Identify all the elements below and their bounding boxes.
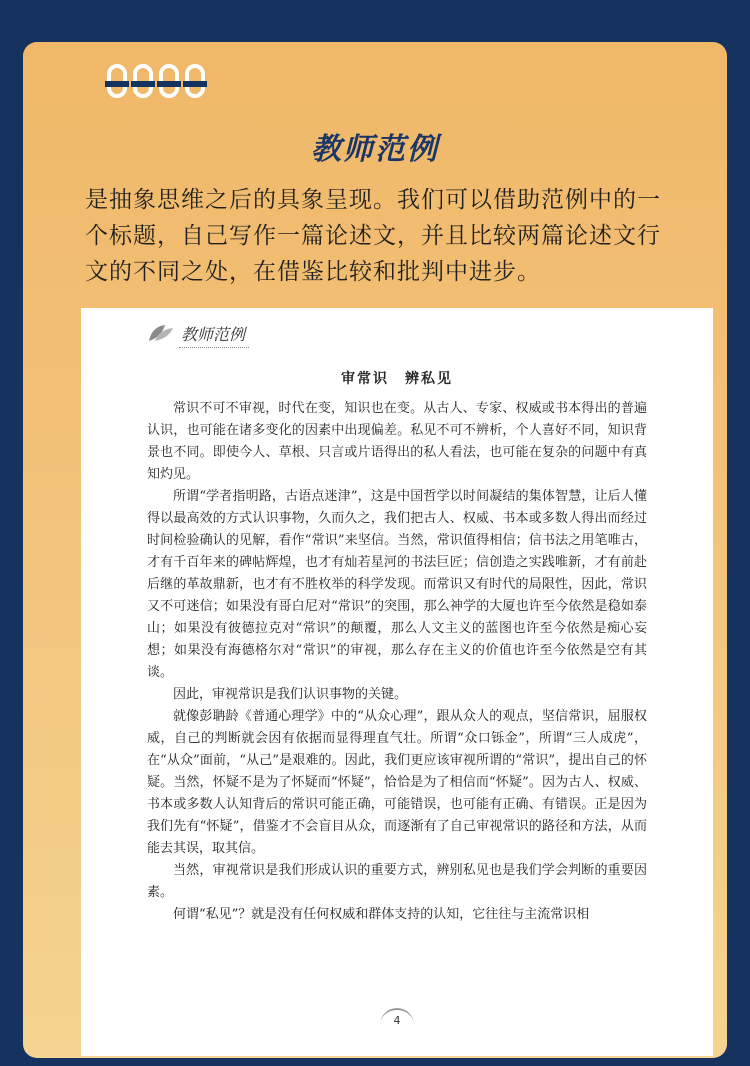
section-tag [147, 322, 249, 348]
page-number [81, 1008, 713, 1030]
section-tag-label: 教师范例 [179, 322, 249, 348]
paragraph: 就像彭聃龄《普通心理学》中的“从众心理”，跟从众人的观点，坚信常识，屈服权威，自己的判断就会因有依据而显得理直气壮。所谓“众口铄金”，所谓“三人成虎”，在“从众”面前，“从己”是艰难的。因此，我们更应该审视所谓的“常识”，提出自己的怀疑。当然，怀疑不是为了怀疑而“怀疑”，恰恰是为了相信而“怀疑”。因为古人、权威、书本或多数人认知背后的常识可能正确，可能错误，也可能有正确、有错误。正是因为我们先有“怀疑”，借鉴才不会盲目从众，而逐渐有了自己审视常识的路径和方法，从而能去其误，取其信。 [147, 709, 647, 856]
leaf-icon [147, 323, 175, 347]
document-title: 审常识 辨私见 [341, 371, 453, 387]
page-title: 教师范例 [311, 132, 439, 167]
intro-text: 是抽象思维之后的具象呈现。我们可以借助范例中的一个标题，自己写作一篇论述文，并且比较两篇论述文行文的不同之处，在借鉴比较和批判中进步。 [85, 187, 661, 285]
document-page [81, 308, 713, 1056]
document-body [147, 398, 647, 926]
paragraph: 常识不可不审视，时代在变，知识也在变。从古人、专家、权威或书本得出的普遍认识，也可能在诸多变化的因素中出现偏差。私见不可不辨析，个人喜好不同，知识背景也不同。即使今人、草根、只言或片语得出的私人看法，也可能在复杂的问题中有真知灼见。 [147, 401, 647, 482]
binder-ring-icon [159, 64, 179, 98]
paragraph: 何谓“私见”？就是没有任何权威和群体支持的认知，它往往与主流常识相 [173, 907, 590, 922]
paragraph: 当然，审视常识是我们形成认识的重要方式，辨别私见也是我们学会判断的重要因素。 [147, 863, 647, 900]
paragraph: 因此，审视常识是我们认识事物的关键。 [173, 687, 408, 702]
content-card [23, 42, 727, 1058]
binder-ring-icon [185, 64, 205, 98]
binder-rings [107, 64, 205, 98]
page-number-label: 4 [380, 1008, 414, 1030]
paragraph: 所谓“学者指明路，古语点迷津”，这是中国哲学以时间凝结的集体智慧，让后人懂得以最高效的方式认识事物，久而久之，我们把古人、权威、书本或多数人得出而经过时间检验确认的见解，看作“常识”来坚信。当然，常识值得相信；信书法之用笔唯古，才有千百年来的碑帖辉煌，也才有灿若星河的书法巨匠；信创造之实践唯新，才有前赴后继的革故鼎新，也才有不胜枚举的科学发现。而常识又有时代的局限性，因此，常识又不可迷信；如果没有哥白尼对“常识”的突围，那么神学的大厦也许至今依然是稳如泰山；如果没有彼德拉克对“常识”的颠覆，那么人文主义的蓝图也许至今依然是痴心妄想；如果没有海德格尔对“常识”的审视，那么存在主义的价值也许至今依然是空有其谈。 [147, 489, 647, 680]
binder-ring-icon [133, 64, 153, 98]
binder-ring-icon [107, 64, 127, 98]
